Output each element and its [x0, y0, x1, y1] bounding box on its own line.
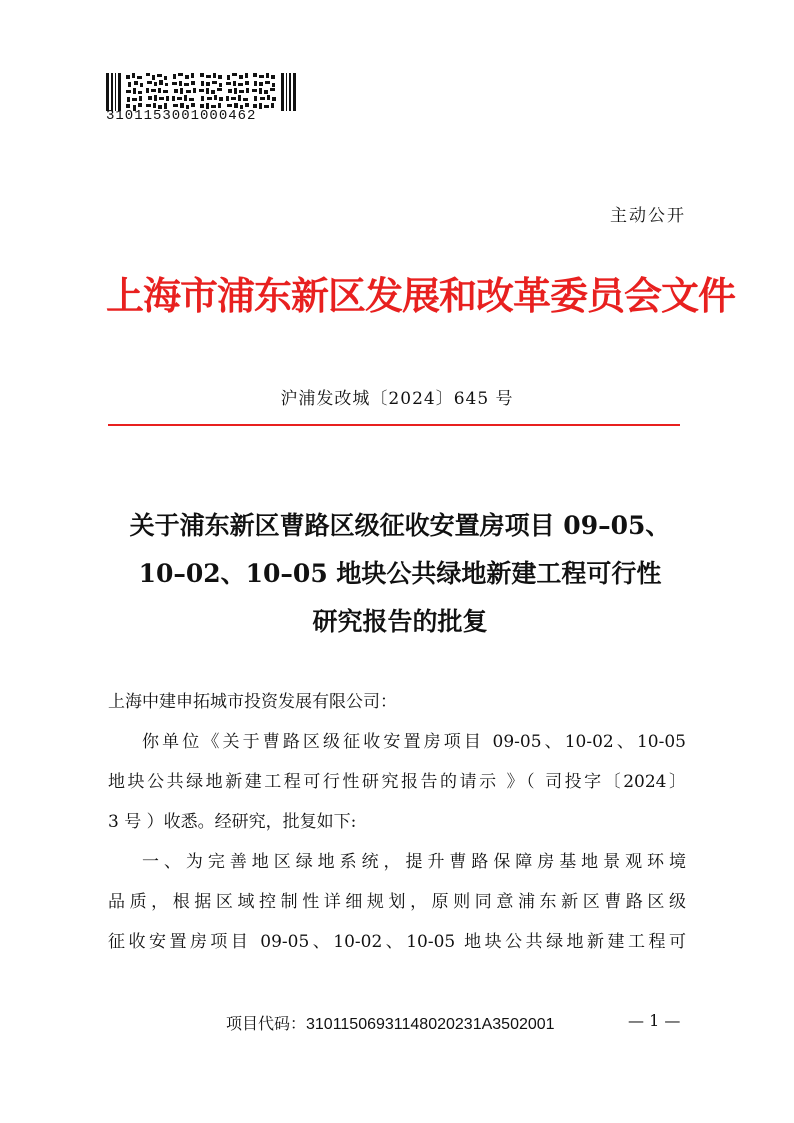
subject-line-1: 关于浦东新区曹路区级征收安置房项目 09–05、: [129, 511, 671, 540]
paragraph-2-line-2: 品质，根据区域控制性详细规划，原则同意浦东新区曹路区级: [108, 892, 686, 912]
addressee: 上海中建申拓城市投资发展有限公司：: [108, 692, 397, 712]
paragraph-2-line-1: 一、为完善地区绿地系统，提升曹路保障房基地景观环境: [142, 852, 686, 872]
subject-line-2: 10–02、10–05 地块公共绿地新建工程可行性: [138, 559, 662, 588]
project-code: 项目代码：31011506931148020231A3502001: [226, 1016, 555, 1033]
paragraph-2-line-3: 征收安置房项目 09-05、10-02、10-05 地块公共绿地新建工程可: [108, 932, 686, 952]
issuing-organization-title: 上海市浦东新区发展和改革委员会文件: [106, 273, 736, 318]
paragraph-1-line-2: 地块公共绿地新建工程可行性研究报告的请示 》（ 司投字〔2024〕: [108, 772, 686, 792]
document-subject: [100, 502, 700, 646]
paragraph-1-line-3: 3 号 ）收悉。经研究，批复如下:: [108, 812, 357, 832]
document-number: 沪浦发改城〔2024〕645 号: [280, 389, 514, 409]
barcode-image: [106, 73, 296, 111]
page-number: — 1 —: [628, 1011, 681, 1030]
disclosure-label: 主动公开: [610, 206, 686, 226]
paragraph-1-line-1: 你单位《关于曹路区级征收安置房项目 09-05、10-02、10-05: [142, 732, 686, 752]
red-divider-line: [108, 424, 680, 426]
document-serial-number: 3101153001000462: [106, 108, 257, 124]
document-body: [108, 682, 686, 962]
subject-line-3: 研究报告的批复: [312, 607, 488, 636]
